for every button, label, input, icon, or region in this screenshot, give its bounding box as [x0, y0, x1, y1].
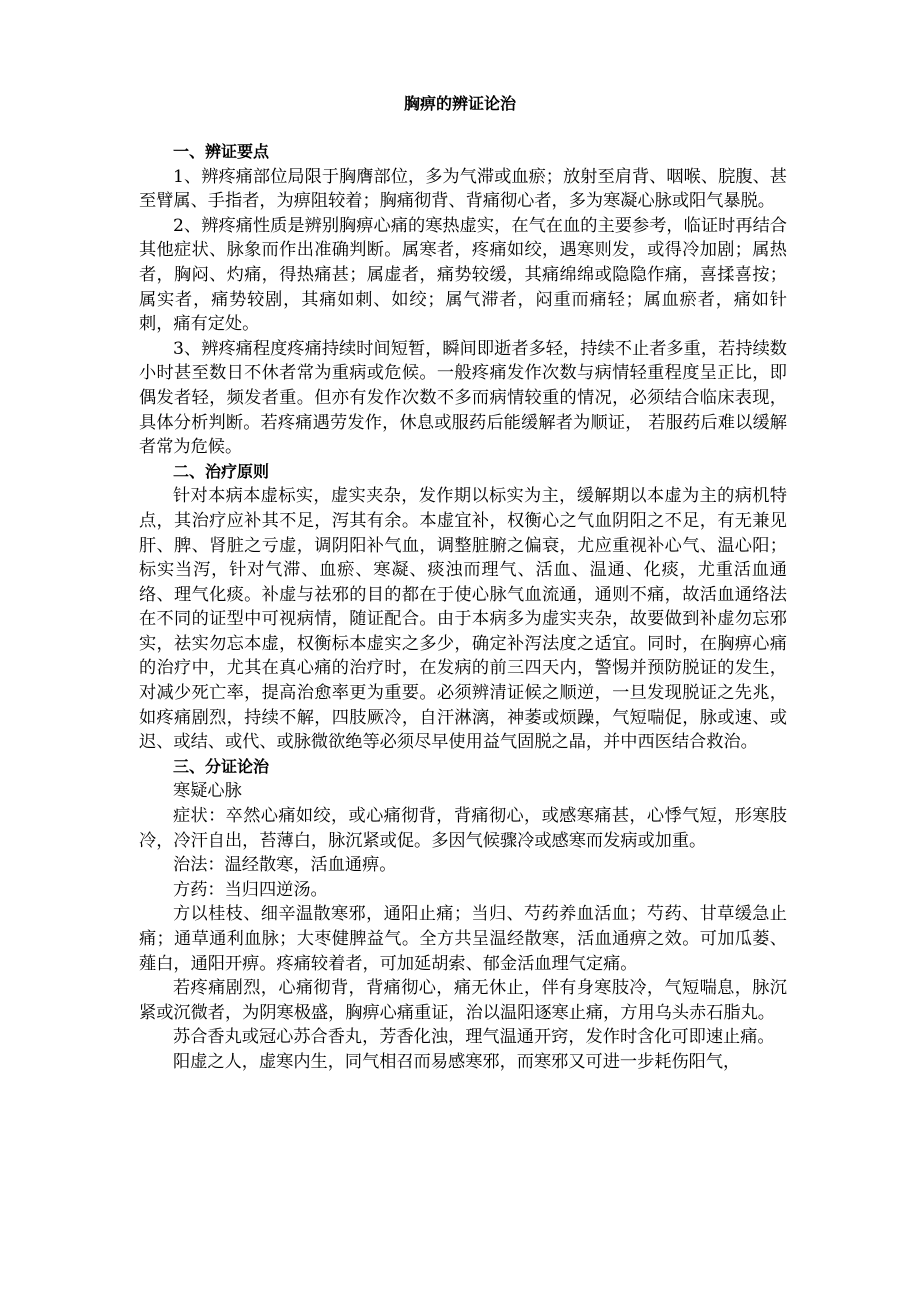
paragraph: 阳虚之人，虚寒内生，同气相召而易感寒邪，而寒邪又可进一步耗伤阳气，: [173, 1051, 741, 1072]
section-heading-2: 二、治疗原则: [173, 461, 270, 481]
paragraph: 方以桂枝、细辛温散寒邪，通阳止痛；当归、芍药养血活血；芍药、甘草缓急止痛；通草通利血脉；大枣健脾益气。全方共呈温经散寒，活血通痹之效。可加瓜蒌、薤白，通阳开痹。疼痛较着者，可加延胡索、郁金活血理气定痛。: [139, 904, 787, 974]
document-title: 胸痹的辨证论治: [403, 94, 516, 113]
paragraph: 若疼痛剧烈，心痛彻背，背痛彻心，痛无休止，伴有身寒肢冷，气短喘息，脉沉紧或沉微者，为阴寒极盛，胸痹心痛重证，治以温阳逐寒止痛，方用乌头赤石脂丸。: [139, 978, 787, 1023]
document-body: [139, 140, 787, 1075]
paragraph: 1、辨疼痛部位局限于胸膺部位，多为气滞或血瘀；放射至肩背、咽喉、脘腹、甚至臂属、手指者，为痹阻较着；胸痛彻背、背痛彻心者，多为寒凝心脉或阳气暴脱。: [139, 166, 787, 212]
paragraph: 治法：温经散寒，活血通痹。: [173, 855, 397, 876]
paragraph: 症状：卒然心痛如绞，或心痛彻背，背痛彻心，或感寒痛甚，心悸气短，形寒肢冷，冷汗自出，苔薄白，脉沉紧或促。多因气候骤冷或感寒而发病或加重。: [139, 806, 787, 851]
section-heading-3: 三、分证论治: [173, 756, 270, 776]
paragraph: 方药：当归四逆汤。: [173, 879, 328, 900]
syndrome-subheading: 寒疑心脉: [173, 781, 242, 802]
section-heading-1: 一、辨证要点: [173, 142, 270, 161]
paragraph: 针对本病本虚标实，虚实夹杂，发作期以标实为主，缓解期以本虚为主的病机特点，其治疗应补其不足，泻其有余。本虚宜补，权衡心之气血阴阳之不足，有无兼见肝、脾、肾脏之亏虚，调阴阳补气血，调整脏腑之偏衰，尤应重视补心气、温心阳；标实当泻，针对气滞、血瘀、寒凝、痰浊而理气、活血、温通、化痰，尤重活血通络、理气化痰。补虚与祛邪的目的都在于使心脉气血流通，通则不痛，故活血通络法在不同的证型中可视病情，随证配合。由于本病多为虚实夹杂，故要做到补虚勿忘邪实，祛实勿忘本虚，权衡标本虚实之多少，确定补泻法度之适宜。同时，在胸痹心痛的治疗中，尤其在真心痛的治疗时，在发病的前三四天内，警惕并预防脱证的发生，对减少死亡率，提高治愈率更为重要。必须辨清证候之顺逆，一旦发现脱证之先兆，如疼痛剧烈，持续不解，四肢厥冷，自汗淋漓，神萎或烦躁，气短喘促，脉或速、或迟、或结、或代、或脉微欲绝等必须尽早使用益气固脱之晶，并中西医结合救治。: [139, 486, 787, 753]
paragraph: 3、辨疼痛程度疼痛持续时间短暂，瞬间即逝者多轻，持续不止者多重，若持续数小时甚至数日不休者常为重病或危候。一般疼痛发作次数与病情轻重程度呈正比，即偶发者轻，频发者重。但亦有发作次数不多而病情较重的情况，必须结合临床表现，具体分析判断。若疼痛遇劳发作，休息或服药后能缓解者为顺证， 若服药后难以缓解者常为危候。: [139, 338, 787, 458]
paragraph: 2、辨疼痛性质是辨别胸痹心痛的寒热虚实，在气在血的主要参考，临证时再结合其他症状、脉象而作出准确判断。属寒者，疼痛如绞，遇寒则发，或得冷加剧；属热者，胸闷、灼痛，得热痛甚；属虚者，痛势较缓，其痛绵绵或隐隐作痛，喜揉喜按；属实者，痛势较剧，其痛如刺、如绞；属气滞者，闷重而痛轻；属血瘀者，痛如针刺，痛有定处。: [139, 215, 787, 335]
paragraph: 苏合香丸或冠心苏合香丸，芳香化浊，理气温通开窍，发作时含化可即速止痛。: [173, 1027, 775, 1048]
